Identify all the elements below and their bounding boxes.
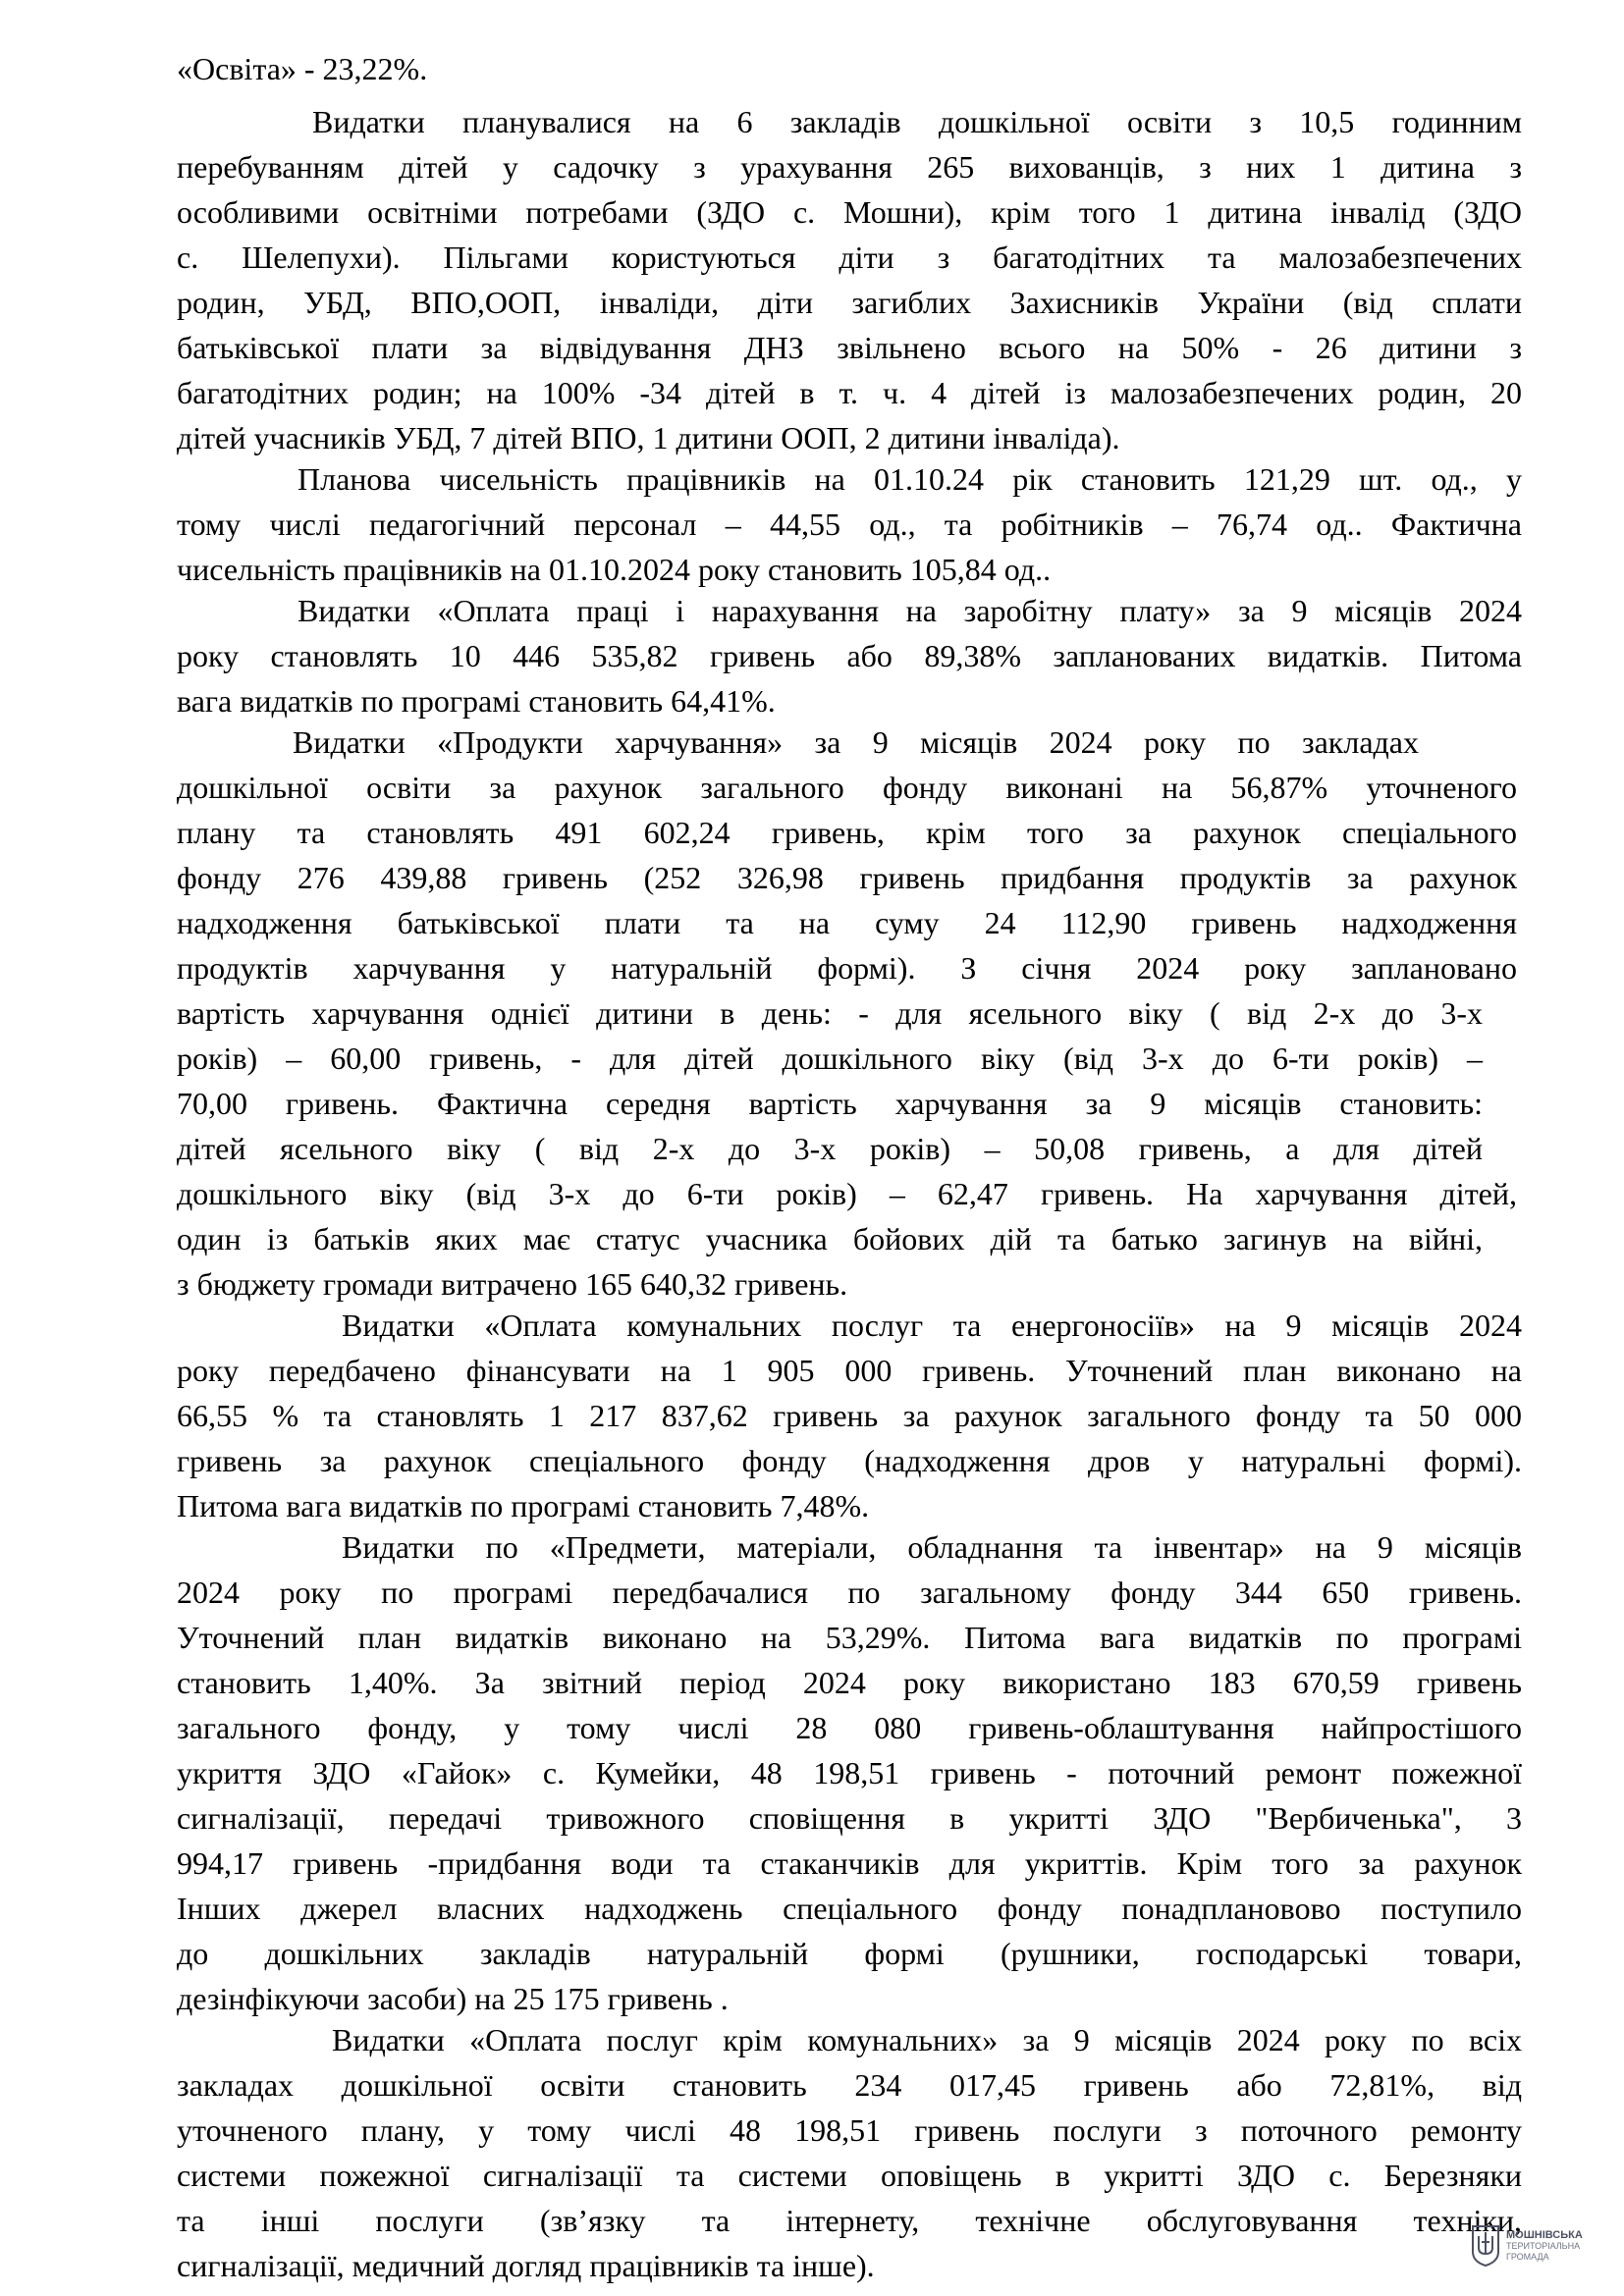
text-line: років) – 60,00 гривень, - для дітей дошкільного віку (від 3-х до 6-ти років) – xyxy=(177,1041,1483,1076)
text-line: дошкільного віку (від 3-х до 6-ти років) – 62,47 гривень. На харчування дітей, xyxy=(177,1176,1517,1211)
paragraph-salary-first-line: Видатки «Оплата праці і нарахування на заробітну плату» за 9 місяців 2024 xyxy=(298,593,1522,628)
text-line: продуктів харчування у натуральній формі). З січня 2024 року заплановано xyxy=(177,950,1517,986)
paragraph-staff-first-line: Планова чисельність працівників на 01.10.24 рік становить 121,29 шт. од., у xyxy=(298,461,1522,497)
text-line: родин, УБД, ВПО,ООП, інваліди, діти загиблих Захисників України (від сплати xyxy=(177,285,1522,320)
text-line: сигналізації, медичний догляд працівників та інше). xyxy=(177,2248,875,2283)
text-line: особливими освітніми потребами (ЗДО с. Мошни), крім того 1 дитина інвалід (ЗДО xyxy=(177,194,1522,230)
text-line: дезінфікуючи засоби) на 25 175 гривень . xyxy=(177,1981,729,2016)
text-line: року становлять 10 446 535,82 гривень або 89,38% запланованих видатків. Питома xyxy=(177,638,1522,673)
text-line: батьківської плати за відвідування ДНЗ звільнено всього на 50% - 26 дитини з xyxy=(177,330,1522,365)
text-line: Інших джерел власних надходжень спеціального фонду понадплановово поступило xyxy=(177,1891,1522,1926)
text-line: багатодітних родин; на 100% -34 дітей в т. ч. 4 дітей із малозабезпечених родин, 20 xyxy=(177,375,1522,410)
text-line: «Освіта» - 23,22%. xyxy=(177,51,428,86)
text-line: перебуванням дітей у садочку з урахування 265 вихованців, з них 1 дитина з xyxy=(177,149,1522,185)
text-line: с. Шелепухи). Пільгами користуються діти з багатодітних та малозабезпечених xyxy=(177,240,1522,275)
text-line: системи пожежної сигналізації та системи оповіщень в укритті ЗДО с. Березняки xyxy=(177,2158,1522,2193)
text-line: 2024 року по програмі передбачалися по загальному фонду 344 650 гривень. xyxy=(177,1575,1522,1610)
text-line: чисельність працівників на 01.10.2024 року становить 105,84 од.. xyxy=(177,552,1052,587)
text-line: закладах дошкільної освіти становить 234 017,45 гривень або 72,81%, від xyxy=(177,2067,1522,2103)
text-line: та інші послуги (зв’язку та інтернету, технічне обслуговування техніки, xyxy=(177,2203,1522,2238)
logo-subtitle: ГРОМАДА xyxy=(1506,2251,1549,2262)
paragraph-materials-first-line: Видатки по «Предмети, матеріали, обладнання та інвентар» на 9 місяців xyxy=(342,1529,1522,1565)
text-line: становить 1,40%. За звітний період 2024 року використано 183 670,59 гривень xyxy=(177,1665,1522,1700)
text-line: року передбачено фінансувати на 1 905 000 гривень. Уточнений план виконано на xyxy=(177,1353,1522,1388)
paragraph-food-first-line: Видатки «Продукти харчування» за 9 місяців 2024 року по закладах xyxy=(293,724,1419,760)
paragraph-services-first-line: Видатки «Оплата послуг крім комунальних» за 9 місяців 2024 року по всіх xyxy=(332,2022,1522,2057)
text-line: загального фонду, у тому числі 28 080 гривень-облаштування найпростішого xyxy=(177,1710,1522,1745)
text-line: надходження батьківської плати та на суму 24 112,90 гривень надходження xyxy=(177,905,1517,940)
text-line: тому числі педагогічний персонал – 44,55 од., та робітників – 76,74 од.. Фактична xyxy=(177,507,1522,542)
paragraph-utilities-first-line: Видатки «Оплата комунальних послуг та енергоносіїв» на 9 місяців 2024 xyxy=(342,1308,1522,1343)
text-line: плану та становлять 491 602,24 гривень, крім того за рахунок спеціального xyxy=(177,815,1517,850)
text-line: укриття ЗДО «Гайок» с. Кумейки, 48 198,51 гривень - поточний ремонт пожежної xyxy=(177,1755,1522,1790)
community-logo xyxy=(1471,2222,1618,2269)
text-line: вартість харчування однієї дитини в день: - для ясельного віку ( від 2-х до 3-х xyxy=(177,995,1483,1031)
text-line: 66,55 % та становлять 1 217 837,62 гривень за рахунок загального фонду та 50 000 xyxy=(177,1398,1522,1433)
text-line: вага видатків по програмі становить 64,41%. xyxy=(177,683,776,719)
text-line: фонду 276 439,88 гривень (252 326,98 гривень придбання продуктів за рахунок xyxy=(177,860,1517,895)
text-line: гривень за рахунок спеціального фонду (надходження дров у натуральні формі). xyxy=(177,1443,1522,1478)
text-line: дітей учасників УБД, 7 дітей ВПО, 1 дитини ООП, 2 дитини інваліда). xyxy=(177,420,1120,455)
text-line: один із батьків яких має статус учасника бойових дій та батько загинув на війні, xyxy=(177,1221,1483,1256)
paragraph-preschool-first-line: Видатки планувалися на 6 закладів дошкільної освіти з 10,5 годинним xyxy=(312,104,1522,139)
logo-title: МОШНІВСЬКА xyxy=(1506,2228,1583,2241)
text-line: Питома вага видатків по програмі становить 7,48%. xyxy=(177,1488,870,1523)
coat-of-arms-icon xyxy=(1471,2224,1500,2268)
text-line: дошкільної освіти за рахунок загального фонду виконані на 56,87% уточненого xyxy=(177,770,1517,805)
text-line: з бюджету громади витрачено 165 640,32 гривень. xyxy=(177,1266,848,1302)
logo-subtitle: ТЕРИТОРІАЛЬНА xyxy=(1506,2240,1581,2251)
text-line: до дошкільних закладів натуральній формі (рушники, господарські товари, xyxy=(177,1936,1522,1971)
text-line: 70,00 гривень. Фактична середня вартість харчування за 9 місяців становить: xyxy=(177,1086,1483,1121)
text-line: дітей ясельного віку ( від 2-х до 3-х років) – 50,08 гривень, а для дітей xyxy=(177,1131,1483,1166)
text-line: Уточнений план видатків виконано на 53,29%. Питома вага видатків по програмі xyxy=(177,1620,1522,1655)
text-line: 994,17 гривень -придбання води та стаканчиків для укриттів. Крім того за рахунок xyxy=(177,1845,1522,1881)
text-line: сигналізації, передачі тривожного сповіщення в укритті ЗДО "Вербиченька", 3 xyxy=(177,1800,1522,1836)
text-line: уточненого плану, у тому числі 48 198,51 гривень послуги з поточного ремонту xyxy=(177,2112,1522,2148)
